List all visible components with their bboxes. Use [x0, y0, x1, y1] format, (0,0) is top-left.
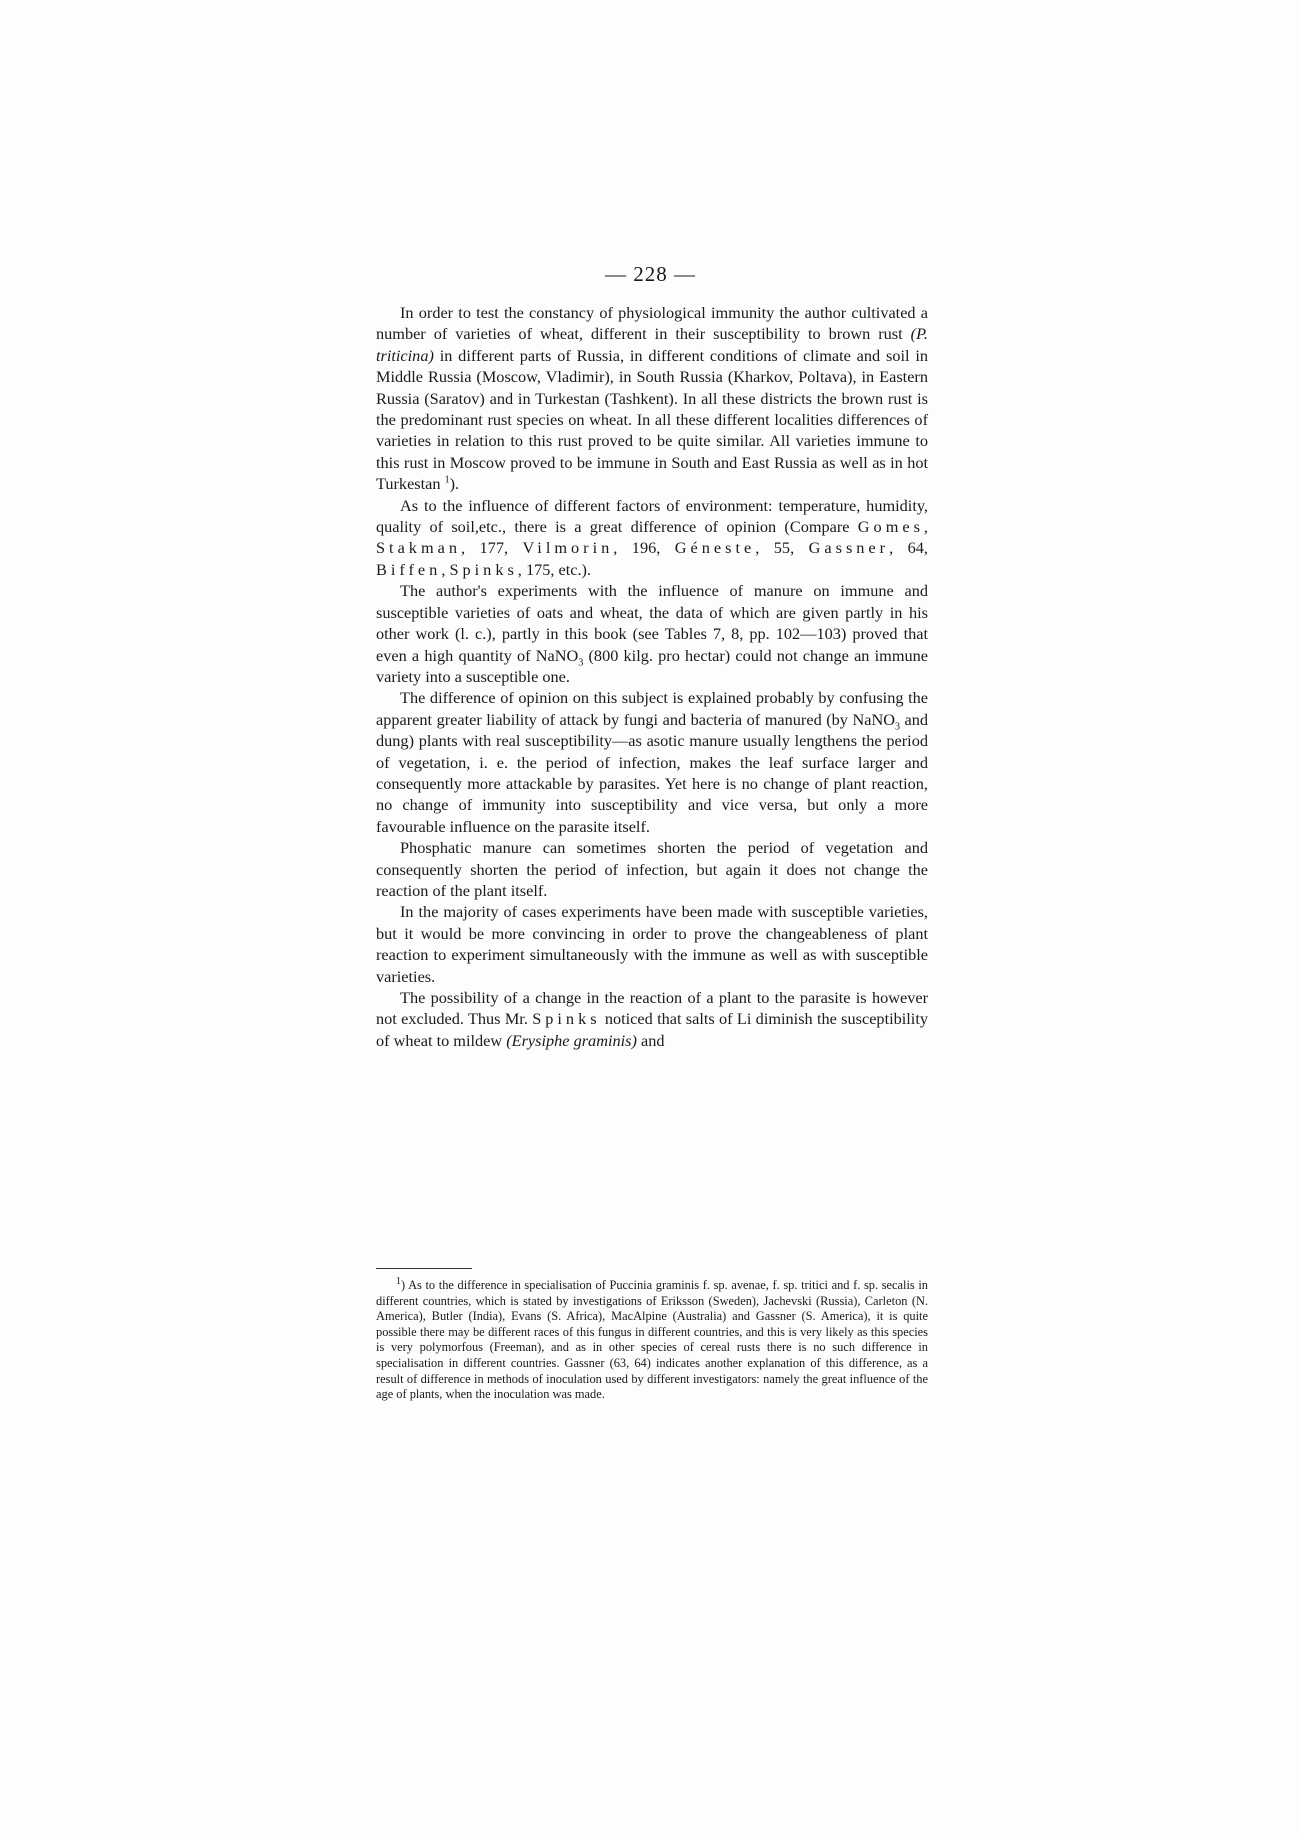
text-segment: (Erysiphe graminis): [506, 1030, 637, 1050]
text-segment: ).: [449, 474, 460, 494]
paragraph-2: [376, 495, 928, 581]
page-number: — 228 —: [605, 262, 696, 286]
paragraph-6: [376, 901, 928, 987]
text-segment: The difference of opinion on this subject is explained probably by confusing the apparent greater liability of attack by fungi and bacteria of manured (by NaNO: [376, 688, 928, 729]
footnote-divider: [376, 1268, 472, 1269]
text-segment: , 196,: [613, 538, 675, 558]
text-segment: Gassner: [808, 538, 890, 558]
paragraph-4: [376, 687, 928, 837]
text-segment: In order to test the constancy of physiological immunity the author cultivated a number of varieties of wheat, different in their susceptibility to brown rust: [376, 303, 928, 344]
text-segment: ,: [441, 559, 450, 579]
text-segment: Vilmorin: [522, 538, 614, 558]
text-segment: 1: [444, 474, 450, 486]
text-segment: , 64,: [889, 538, 929, 558]
text-segment: in different parts of Russia, in different conditions of climate and soil in Middle Russia (Moscow, Vladimir), in South Russia (Kharkov, Poltava), in Eastern Russia (Saratov) and in Turkestan (Tashkent). In all these districts the brown rust is the predominant rust species on wheat. In all these different localities differences of varieties in relation to this rust proved to be quite similar. All varieties immune to this rust in Moscow proved to be immune in South and East Russia as well as in hot Turkestan: [376, 345, 928, 494]
text-segment: The possibility of a change in the reaction of a plant to the parasite is however not excluded. Thus Mr.: [376, 988, 928, 1029]
text-segment: and: [636, 1030, 665, 1050]
footnote-marker: 1: [396, 1275, 401, 1287]
paragraph-7: [376, 987, 928, 1051]
text-segment: Gomes: [857, 517, 924, 537]
footnote-text: ) As to the difference in specialisation of Puccinia graminis f. sp. avenae, f. sp. tritici and f. sp. secalis in different countries, which is stated by investigations of Eriksson (Sweden), Jachevski (Russia), Carleton (N. America), Butler (India), Evans (S. Africa), MacAlpine (Australia) and Gassner (S. America), it is quite possible there may be different races of this fungus in different countries, and this is very likely as this species is very polymorfous (Freeman), and as in other species of cereal rusts there is no such difference in specialisation in different countries. Gassner (63, 64) indicates another explanation of this difference, as a result of difference in methods of inoculation used by different investigators: namely the great influence of the age of plants, when the inoculation was made.: [376, 1278, 928, 1402]
text-segment: Stakman: [376, 538, 461, 558]
text-segment: (800 kilg. pro hectar) could not change an immune variety into a susceptible one.: [376, 645, 928, 686]
text-segment: 3: [894, 720, 900, 732]
footnote: [376, 1275, 928, 1403]
text-segment: ,: [923, 517, 928, 537]
text-segment: Spinks: [532, 1009, 601, 1029]
text-segment: noticed that salts of Li diminish the susceptibility of wheat to mildew: [376, 1009, 928, 1050]
text-segment: and dung) plants with real susceptibility—as asotic manure usually lengthens the period of vegetation, i. e. the period of infection, makes the leaf surface larger and consequently more attackable by parasites. Yet here is no change of plant reaction, no change of immunity into susceptibility and vice versa, but only a more favourable influence on the parasite itself.: [376, 709, 928, 836]
text-segment: The author's experiments with the influence of manure on immune and susceptible varieties of oats and wheat, the data of which are given partly in his other work (l. c.), partly in this book (see Tables 7, 8, pp. 102—103) proved that even a high quantity of NaNO: [376, 581, 928, 665]
body-text: [376, 302, 928, 1051]
paragraph-1: [376, 302, 928, 495]
text-segment: Biffen: [376, 559, 442, 579]
paragraph-5: [376, 837, 928, 901]
text-segment: Géneste: [674, 538, 756, 558]
text-segment: 3: [578, 656, 584, 668]
text-segment: , 177,: [460, 538, 523, 558]
text-segment: Phosphatic manure can sometimes shorten the period of vegetation and consequently shorten the period of infection, but again it does not change the reaction of the plant itself.: [376, 838, 928, 900]
paragraph-3: [376, 580, 928, 687]
text-segment: As to the influence of different factors of environment: temperature, humidity, quality of soil,etc., there is a great difference of opinion (Compare: [376, 495, 928, 537]
text-segment: , 55,: [755, 538, 809, 558]
text-segment: In the majority of cases experiments have been made with susceptible varieties, but it would be more convincing in order to prove the changeableness of plant reaction to experiment simultaneously with the immune as well as with susceptible varieties.: [376, 902, 928, 986]
text-segment: (P. triticina): [376, 324, 928, 365]
text-segment: Spinks: [449, 559, 518, 579]
text-segment: , 175, etc.).: [517, 559, 592, 579]
